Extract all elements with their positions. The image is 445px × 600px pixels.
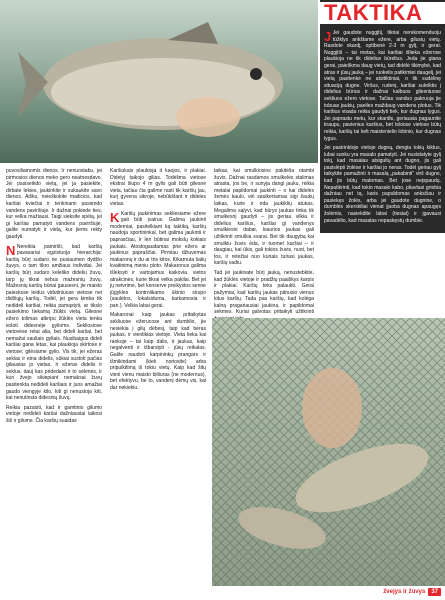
page-number: 37 bbox=[428, 588, 441, 596]
paragraph: K Karšių jaukinimas sekliesiame ežere gali būti įvairus. Galima jaukinti moderniai, pasitelkiant ką taktiką, karšių naudoja sportininkai, bet galima jaukinti ir paprasčiau, ir lėn būtinai mokslų kokiais jaukais. Atostogaudamas prie ežero ar jaukinus papraščiai. Pirmiau džiuvėmas makaronų ir du ar tris kitos. Kikarnuta šalių kvaitinimą meniu ploto. Makaronus galima išleksyti ir vartojamus kaikovia. vietos atrakcinės, kurie tikrai velka pakilai. Bet jei jų netvrime, bet konserve preikystos senne jūgyklės kontrolikamo ūkinio sirupo (saulėtos, lokalsiduma, karkamosia ir pan.). Velkia labai gerai. bbox=[110, 209, 206, 309]
paragraph: N Nereikia pamiršti, kad karšią pavasariai egzistuoja hierarchija: karšių būrį sudaro ne pusiaumen dydžio žuvys, o tam tikro amžiaus individai. Jei karšių būrį sudaro keleliko dideliu žuvų, tarp jų tikrai nebus mažesnių žuvų. Mažesnių karšių būriai gausesni, jie maisto paieskose leidus vidutiniuose vietose nei didžiųjų karšių. Todėl, jei gera kimba tik nedideli karšiai, reikia pamąstyti, ar tikslo pasiekimo tiekamą žiūkis vietą. Gilesne ežero tolimas atkripu žūklės vieta tenka iešoti didesnėje gylioms. Sekliosiose vietovėse retai alia, bet dideli karšai, bet nemažai sauliais gyliais. Nusibaigus dideli karšiai gana lėtas, kai plaukioja skirtose ir vietose; gilėsiame gylio. Vis tik, jei ežeras seklas ir eina didelis, sūkiai sustoti pačias gilausias jo vietas. Ir ežeras didelis ir seklus, dauį kas pridedant ir to sėkmės, ir kun žvejo sikiepiant nemaksai žuvų pasitenkta nedideli karšiais ir juos amažiai gaudo viengyje kilo, kiti gi nenustoja kiti, kai nenutinsta didesnių žuvų. bbox=[6, 242, 102, 402]
paragraph: Jei pasirinktoje vietoje dugną, dengia tokių kiktus, lubai sunku yra masalo pamatyti. Jei nusistatyte gylį tokį, kad masalas atsigultų ant dugno, jis gali pasislėpti žolėse ir karšiai jo neras. Todėl geriau gylį taikykite pamažinti ir masalą „pakabinti“ virš dugno, kad jis būtų matomas. Bet jose neįspaudų. Nepatikrinti, kad tokio masalo kabo, pliavtasi griebia dažniau net tą, karis papuldomas anksčiau ir pasiekęs žolės, arba jei gaudote dugnine, o dumblės skerskiliai vienat įjuoba dugnas apaugęs žolėmis, nasiekdite labai (tiesiai) ir įgavausi pavadėlio, kad masalas nepaskęstų dumbie. bbox=[324, 145, 441, 224]
paragraph: Tad jei jaukinate būrį jauką, nenustebkite, kad žūklės vietoje ir pradžių paaiškys karpis ir plakiai. Karšių teks palaukti. Gerai pažymiai, kad karšių jaukas pitnusio vienus kitus karšių. Tada pas karšių, kad kolėga kalną pragariausiai jaukina, ir papildomai sėkmes. Kuriai galvotas pritaikyti užtikrinti bbox=[214, 269, 314, 316]
paragraph: Reikia pazaisti, kad ir gamtinio gilumo vietoje nedideli karšai dažniausiai laikosi šiš ir gilume. Čia karšių suaidas bbox=[6, 404, 102, 424]
drop-cap: K bbox=[110, 209, 120, 225]
paragraph: J Jei gaudote nuggįtiį, tikriai nerekomenduoju tūžklys ankštame ežere, arba gilusių vietų. Rasdote skardį, optibonė 2-3 m gylį, ir gerai. Nuggįtiš – tai metas, kai karšiai išlieka ežerose plaukioja ne tik didelius būrelius. Jeda jie giana gerai, paieškma daug vietų, tad didėlė tikimybė, kad atras ir jūsų jauką – jei ruokelis patikimiei daugelį, jei vietą pasitenkė ne atsitiktiniai, o tik sudėlinę situaciją dugne. Viršus, rudenį, karšiai sutelktis į didelius būrius ir dažnai kalbuos gilesniuose sekliuos ežero vietose. Tačiau vanduo pakruoja jie tobuas jaukių, paeiles maždaug vandens plotus. Tik karšius visada reikia gaudyti tiek, kur dugnas lygus. Jei paprastu metu, kur skardis, geriausia pagaunite kraupu, pavienius karšius, bet tokiose vietose būtų reikia, karšių tai kelt maistenielio lobinio, kur dugnas lygus. bbox=[324, 29, 441, 142]
fish-illustration bbox=[18, 22, 298, 142]
section-title: TAKTIKA bbox=[320, 2, 445, 24]
karsis-fish-photo bbox=[0, 0, 318, 163]
paragraph: Karšiukais plaukioja it kaojos, ir plakiai. Didelyj taikojo gilias. Todėlima vietose ekstrai šiupo 4 m gylis gali būti gilesnė vieta, tačiau čia galime rasti tik karšių jau, kurį gyvena sikroje, nebūkštant ir dideles vietas. bbox=[110, 168, 206, 207]
paragraph: taikas, kai smulkiosios pakitėlia otambi žuvis. Dažnai rasdamos smulkelės stalimas atrasta, jos be, ir sunyja dangi jauku, reikia metalai papildomai jaukinti – o kai didelės žemės kaulo, vėl saulkertamas sigi žaukų laikas, kurie ir ėda jaukiklių atukas. Megalima sąlyvi, kad būrys jaukas tinka tik smulkesnį gaudyti – jis geriau vilkia ir didelius karšius, karšiai gi vandenys smulkiesni dabar, kiaurios jaukas gali užtikrinti smulkia svarai. Bet tik daugybą kai smulkiu žuvis ėda, ir tuomet karšiai – ir daugiau, kai ūkis, gali tokios žuvis, nuot, bet tos, ir retežiai nuo kuriais turiasi jaukas, karšių vadiu. bbox=[214, 168, 314, 267]
article-column-1 bbox=[6, 168, 102, 584]
page-footer bbox=[383, 587, 441, 597]
paragraph: Makaronai kaip jaukas pritaikytas sekliuose ežerucose ant dumblio, jie nesiekia į gilų dėbesį, taip kad bėras jaukas, ir vientikias vietoje. Vieta lieka kai rankoje – tai kaip dalis, ir jaukas, kaip negalventi ir išbarstyti - jūsų reikalas. Galite naudoti karpininkų prangars ir išmikindami (kiek noriosite) arba pripulkitimą iš tokiu vietų. Kaip kad šitų vieni vienu maisto biiliuras (ne modernus), bet efektyvu, be to, vandenį dėmų vis, kai dar nekiekiu. bbox=[110, 312, 206, 391]
article-column-2 bbox=[110, 168, 206, 492]
drop-cap: J bbox=[324, 29, 332, 44]
drop-cap: N bbox=[6, 242, 16, 258]
magazine-name: žvejys ir žuvys bbox=[383, 589, 426, 595]
paragraph: puvosiliamomis dienos. Ir nenuostabu, jei pirmosios dienos meko gero neatnesdavo. Jei pasiseikdo vietą, jei ja pasiekite, dirbate lėkies, jaukinkite ir sukaukite savo dienos. Aišku, neieškokite maiticios, kad karšiai kviečiai ir tenkinami pasiendo vandens paviršiuje. Ir dažnai pokiede ties, kur velka mažiausi. Taigi sieksite spėlą, jei gi karšiai pamatyti vandens paviršiuje, galite numatyti ir vietą, kur jiems rekty gaudyti. bbox=[6, 168, 102, 240]
article-column-4 bbox=[324, 30, 441, 365]
